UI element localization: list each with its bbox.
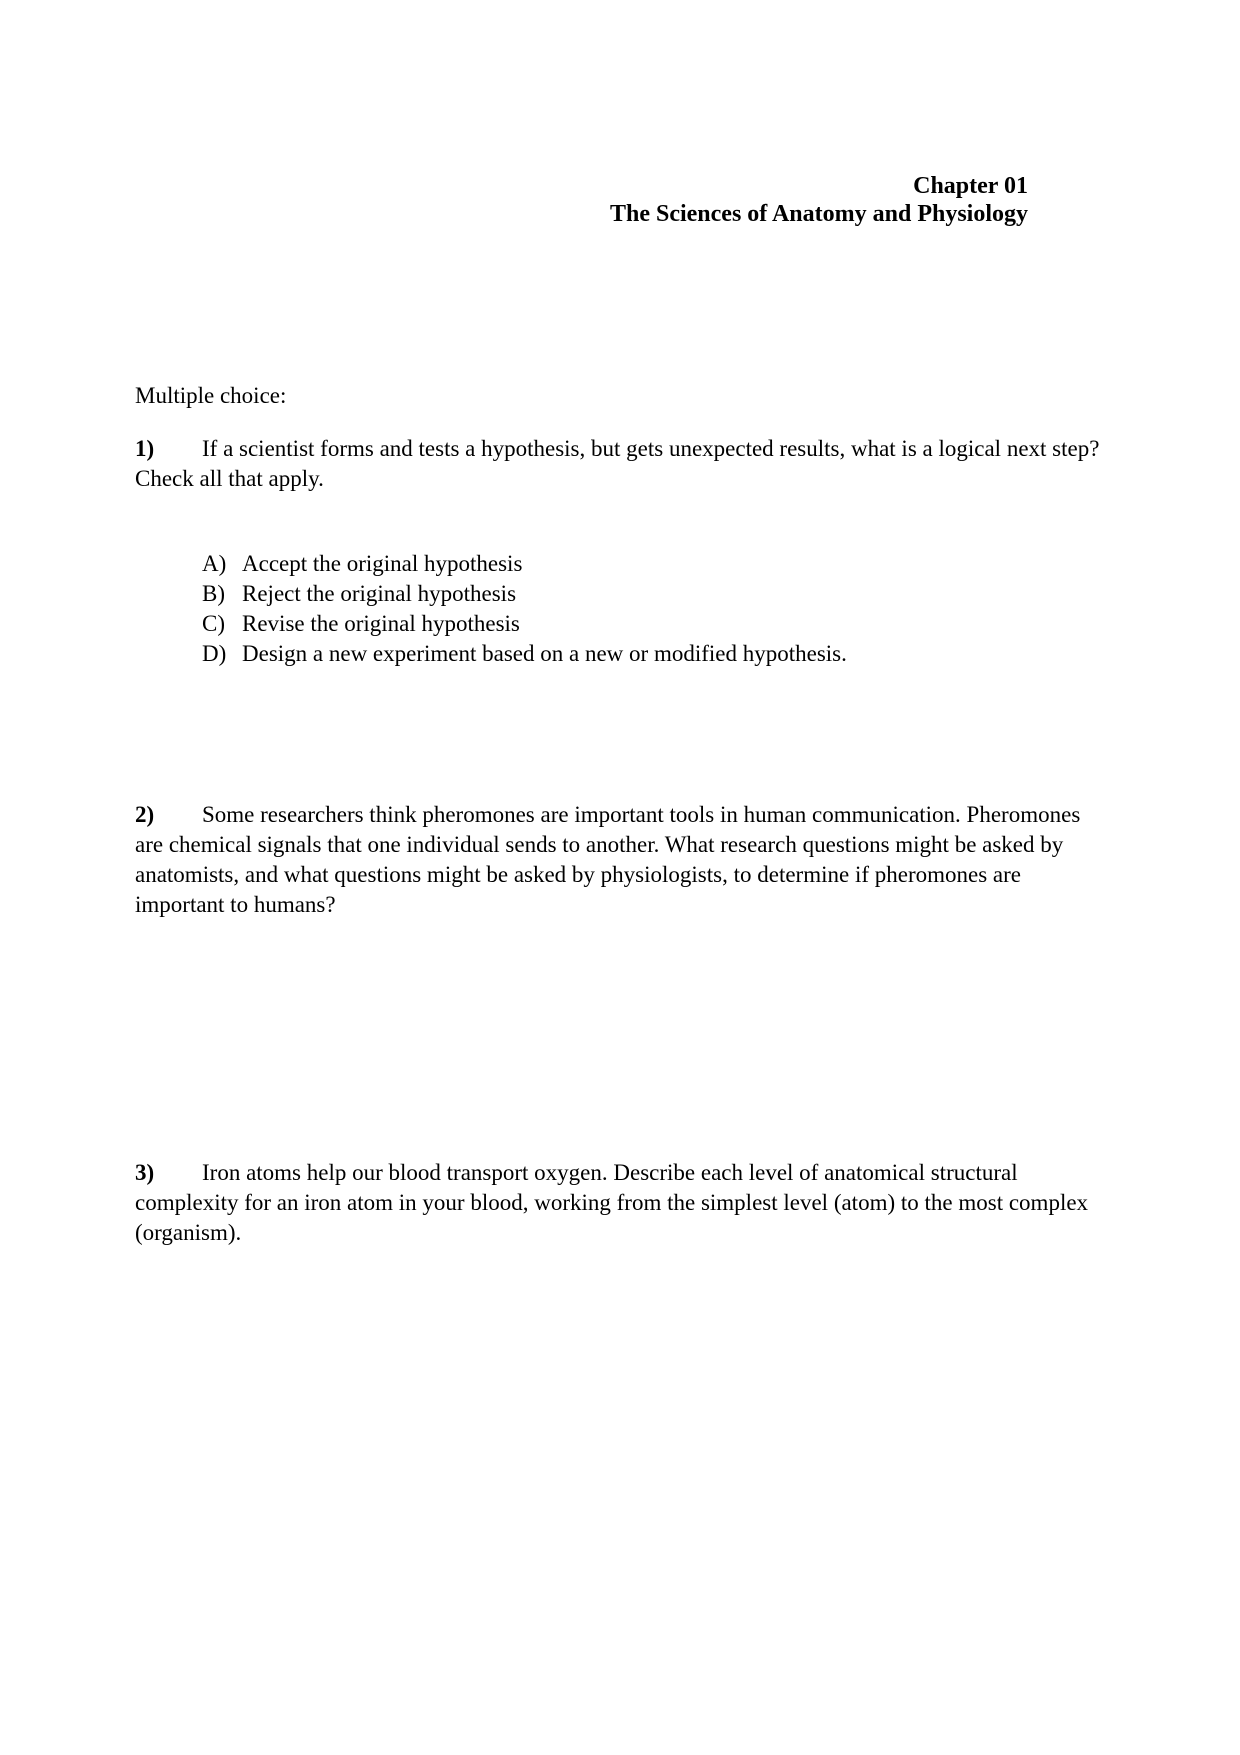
option-a <box>202 549 1105 579</box>
question-3-text: Iron atoms help our blood transport oxygen. Describe each level of anatomical structural complexity for an iron atom in your blood, working from the simplest level (atom) to the most complex (organism). <box>135 1160 1089 1245</box>
option-d-text: Design a new experiment based on a new or modified hypothesis. <box>242 641 847 666</box>
option-c-text: Revise the original hypothesis <box>242 611 520 636</box>
question-1-number: 1) <box>135 436 155 461</box>
chapter-number: Chapter 01 <box>913 173 1028 199</box>
option-b-letter: B) <box>202 581 225 606</box>
option-d-letter: D) <box>202 641 227 666</box>
option-a-text: Accept the original hypothesis <box>242 551 523 576</box>
question-3 <box>135 1158 1105 1248</box>
question-2-number: 2) <box>135 802 155 827</box>
answer-options <box>135 549 1105 669</box>
chapter-title: The Sciences of Anatomy and Physiology <box>609 201 1028 227</box>
question-1 <box>135 434 1105 494</box>
option-b <box>202 579 1105 609</box>
question-3-number: 3) <box>135 1160 155 1185</box>
question-2 <box>135 800 1105 920</box>
option-d <box>202 639 1105 669</box>
question-1-text: If a scientist forms and tests a hypothesis, but gets unexpected results, what is a logical next step? Check all that apply. <box>135 436 1100 491</box>
section-label: Multiple choice: <box>135 383 287 408</box>
option-a-letter: A) <box>202 551 227 576</box>
chapter-header <box>135 0 1105 228</box>
option-b-text: Reject the original hypothesis <box>242 581 517 606</box>
option-c <box>202 609 1105 639</box>
option-c-letter: C) <box>202 611 225 636</box>
question-2-text: Some researchers think pheromones are important tools in human communication. Pheromones are chemical signals that one individual sends to another. What research questions might be asked by anatomists, and what questions might be asked by physiologists, to determine if pheromones are important to humans? <box>135 802 1081 917</box>
